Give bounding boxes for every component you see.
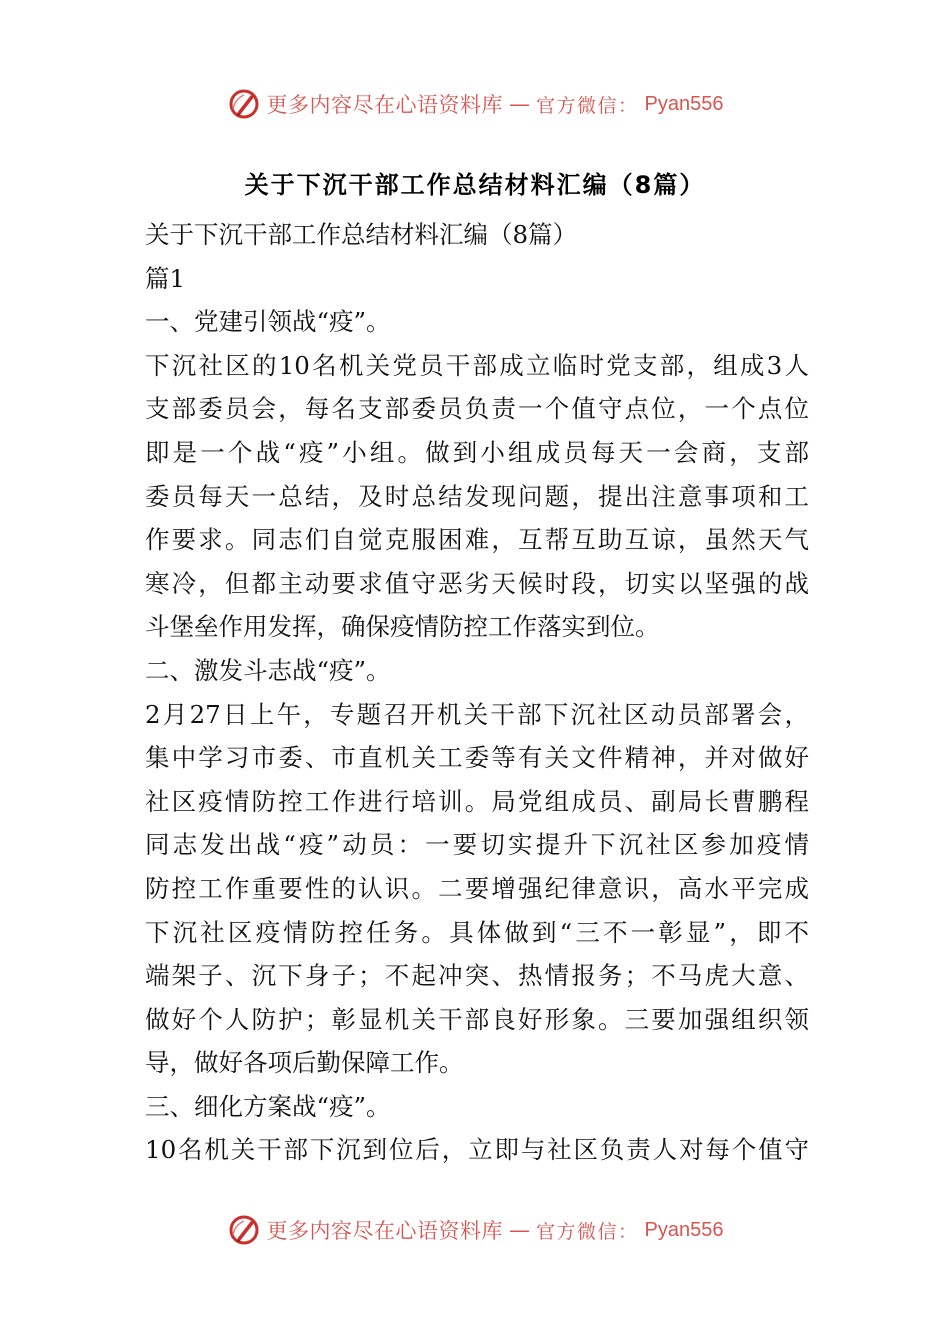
watermark-sub-text: 官方微信： <box>536 1220 639 1243</box>
body-subtitle: 关于下沉干部工作总结材料汇编（8篇） <box>145 220 578 249</box>
paragraph-line: 端架子、沉下身子；不起冲突、热情报务；不马虎大意、 <box>145 961 809 991</box>
paragraph-line: 社区疫情防控工作进行培训。局党组成员、副局长曹鹏程 <box>145 786 809 816</box>
paragraph-line: 支部委员会，每名支部委员负责一个值守点位，一个点位 <box>145 394 809 424</box>
paragraph-line: 下沉社区的10名机关党员干部成立临时党支部，组成3人 <box>145 350 809 380</box>
section-heading: 二、激发斗志战“疫”。 <box>145 655 391 685</box>
paragraph-line: 即是一个战“疫”小组。做到小组成员每天一会商，支部 <box>145 437 809 467</box>
pen-logo-icon <box>227 87 261 121</box>
document-body <box>145 213 809 1172</box>
paragraph-line: 委员每天一总结，及时总结发现问题，提出注意事项和工 <box>145 481 809 511</box>
paragraph-line: 导，做好各项后勤保障工作。 <box>145 1048 464 1078</box>
paragraph-line: 10名机关干部下沉到位后，立即与社区负责人对每个值守 <box>145 1135 809 1165</box>
footer-watermark <box>0 1210 950 1250</box>
pen-logo-icon <box>227 1213 261 1247</box>
paragraph-line: 作要求。同志们自觉克服困难，互帮互助互谅，虽然天气 <box>145 525 809 555</box>
paragraph-line: 下沉社区疫情防控任务。具体做到“三不一彰显”，即不 <box>145 917 809 947</box>
watermark-wechat-id: Pyan556 <box>644 92 724 115</box>
paragraph-line: 寒冷，但都主动要求值守恶劣天候时段，切实以坚强的战 <box>145 568 809 598</box>
section-heading: 一、党建引领战“疫”。 <box>145 307 391 337</box>
watermark-sub-text: 官方微信： <box>536 94 639 117</box>
paragraph-line: 集中学习市委、市直机关工委等有关文件精神，并对做好 <box>145 743 809 773</box>
document-title: 关于下沉干部工作总结材料汇编（8篇） <box>244 171 706 199</box>
chapter-label: 篇1 <box>145 263 186 293</box>
paragraph-line: 斗堡垒作用发挥，确保疫情防控工作落实到位。 <box>145 612 660 642</box>
paragraph-line: 防控工作重要性的认识。二要增强纪律意识，高水平完成 <box>145 873 809 903</box>
watermark-main-text: 更多内容尽在心语资料库 <box>266 1219 503 1243</box>
watermark-wechat-id: Pyan556 <box>644 1218 724 1241</box>
watermark-main-text: 更多内容尽在心语资料库 <box>266 93 503 117</box>
watermark-dash: — <box>509 92 530 116</box>
header-watermark <box>0 84 950 124</box>
watermark-dash: — <box>509 1218 530 1242</box>
paragraph-line: 做好个人防护；彰显机关干部良好形象。三要加强组织领 <box>145 1004 809 1034</box>
paragraph-line: 2月27日上午，专题召开机关干部下沉社区动员部署会， <box>145 699 809 729</box>
paragraph-line: 同志发出战“疫”动员：一要切实提升下沉社区参加疫情 <box>145 830 809 860</box>
section-heading: 三、细化方案战“疫”。 <box>145 1091 391 1121</box>
